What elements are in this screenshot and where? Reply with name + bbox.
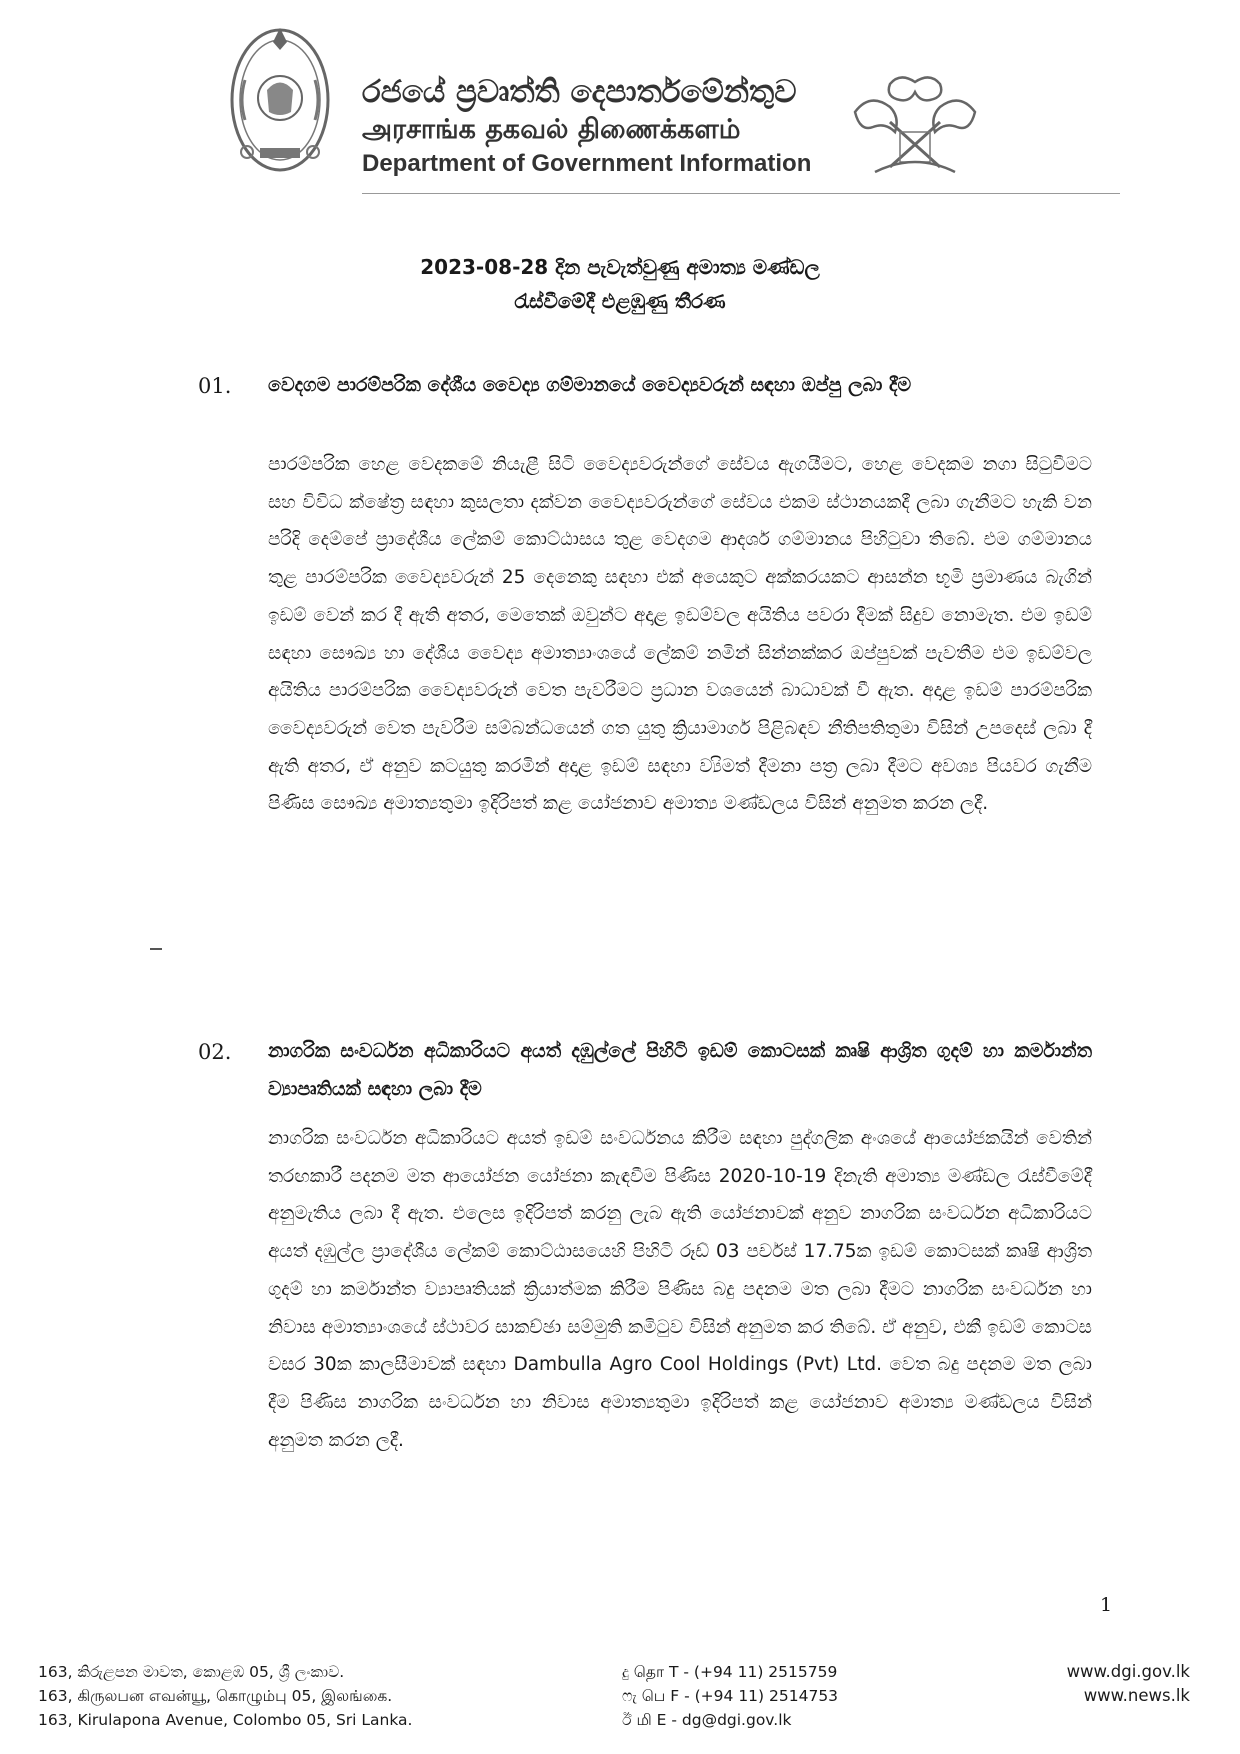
address-tamil: 163, கிருலபன எவன்யூ, கொழும்பு 05, இலங்கை. bbox=[38, 1687, 393, 1705]
department-name-english: Department of Government Information bbox=[362, 150, 812, 177]
department-name-tamil: அரசாங்க தகவல் திணைக்களம் bbox=[362, 114, 741, 145]
section-heading: වෙදගම පාරම්පරික දේශීය වෛද්‍ය ගම්මානයේ වෛද්‍යවරුන් සඳහා ඔප්පු ලබා දීම bbox=[268, 374, 912, 396]
fax-number: ෆැ பெ F - (+94 11) 2514753 bbox=[622, 1687, 839, 1705]
document-title-line-2: රැස්වීමේදී එළඹුණු තීරණ bbox=[514, 289, 726, 313]
section-number: 02. bbox=[198, 1040, 232, 1064]
email-address: ඊ மி E - dg@dgi.gov.lk bbox=[622, 1711, 792, 1729]
department-name-sinhala: රජයේ ප්‍රවෘත්ති දෙපාර්තමේන්තුව bbox=[362, 74, 797, 110]
address-english: 163, Kirulapona Avenue, Colombo 05, Sri Lanka. bbox=[38, 1711, 413, 1729]
margin-mark bbox=[150, 948, 162, 950]
traditional-ornament-icon bbox=[845, 72, 985, 182]
section-heading: නාගරික සංවර්ධන අධිකාරියට අයත් දඹුල්ලේ පිහිටි ඉඩම් කොටසක් කෘෂි ආශ්‍රිත ගුදම් හා කර්මාන්ත ව්‍යාපෘතියක් සඳහා ලබා දීම bbox=[268, 1040, 1092, 1100]
page-number: 1 bbox=[1100, 1594, 1113, 1616]
address-sinhala: 163, කිරුළපන මාවත, කොළඹ 05, ශ්‍රී ලංකාව. bbox=[38, 1663, 345, 1681]
phone-number: දු தொ T - (+94 11) 2515759 bbox=[622, 1663, 838, 1681]
document-title-line-1: 2023-08-28 දින පැවැත්වුණු අමාත්‍ය මණ්ඩල bbox=[420, 255, 820, 279]
footer-address bbox=[38, 1660, 412, 1732]
document-title bbox=[300, 250, 940, 318]
header-divider bbox=[362, 193, 1120, 194]
footer-websites bbox=[1060, 1660, 1190, 1708]
section-body: පාරම්පරික හෙළ වෙදකමේ නියැළී සිටි වෛද්‍යවරුන්ගේ සේවය ඇගයීමට, හෙළ වෙදකම නගා සිටුවීමට සහ විවිධ ක්ෂේත්‍ර සඳහා කුසලතා දක්වන වෛද්‍යවරුන්ගේ සේවය එකම ස්ථානයකදී ලබා ගැනීමට හැකි වන පරිදි දෙම්පේ ප්‍රාදේශීය ලේකම් කොට්ඨාසය තුළ වෙදගම ආදර්ශ ගම්මානය පිහිටුවා තිබේ. එම ගම්මානය තුළ පාරම්පරික වෛද්‍යවරුන් 25 දෙනෙකු සඳහා එක් අයෙකුට අක්කරයකට ආසන්න භූමි ප්‍රමාණය බැගින් ඉඩම් වෙන් කර දී ඇති අතර, මෙතෙක් ඔවුන්ට අදාළ ඉඩම්වල අයිතිය පවරා දීමක් සිදුව නොමැත. එම ඉඩම් සඳහා සෞඛ්‍ය හා දේශීය වෛද්‍ය අමාත්‍යාංශයේ ලේකම් නමින් සින්නක්කර ඔප්පුවක් පැවතීම එම ඉඩම්වල අයිතිය පාරම්පරික වෛද්‍යවරුන් වෙත පැවරීමට ප්‍රධාන වශයෙන් බාධාවක් වී ඇත. අදාළ ඉඩම් පාරම්පරික වෛද්‍යවරුන් වෙත පැවරීම සම්බන්ධයෙන් ගත යුතු ක්‍රියාමාර්ග පිළිබඳව නීතිපතිතුමා විසින් උපදෙස් ලබා දී ඇති අතර, ඒ අනුව කටයුතු කරමින් අදාළ ඉඩම් සඳහා ව්‍යිමත් දීමනා පත්‍ර ලබා දීමට අවශ්‍ය පියවර ගැනීම පිණිස සෞඛ්‍ය අමාත්‍යතුමා ඉදිරිපත් කළ යෝජනාව අමාත්‍ය මණ්ඩලය විසින් අනුමත කරන ලදී. bbox=[268, 454, 1092, 815]
footer-contacts bbox=[622, 1660, 838, 1732]
sri-lanka-emblem-icon bbox=[225, 20, 335, 180]
website-link[interactable]: www.dgi.gov.lk bbox=[1066, 1662, 1190, 1681]
website-link[interactable]: www.news.lk bbox=[1083, 1686, 1190, 1705]
section-body: නාගරික සංවර්ධන අධිකාරියට අයත් ඉඩම් සංවර්ධනය කිරීම සඳහා පුද්ගලික අංශයේ ආයෝජකයින් වෙතින් තරඟකාරී පදනම මත ආයෝජන යෝජනා කැඳවීම පිණිස 2020-10-19 දිනැති අමාත්‍ය මණ්ඩල රැස්වීමේදී අනුමැතිය ලබා දී ඇත. එලෙස ඉදිරිපත් කරනු ලැබ ඇති යෝජනාවක් අනුව නාගරික සංවර්ධන අධිකාරියට අයත් දඹුල්ල ප්‍රාදේශීය ලේකම් කොට්ඨාසයෙහි පිහිටි රූඩ් 03 පර්චස් 17.75ක ඉඩම් කොටසක් කෘෂි ආශ්‍රිත ගුදම් හා කර්මාන්ත ව්‍යාපෘතියක් ක්‍රියාත්මක කිරීම පිණිස බදු පදනම මත ලබා දීමට නාගරික සංවර්ධන හා නිවාස අමාත්‍යාංශයේ ස්ථාවර සාකච්ඡා සම්මුති කමිටුව විසින් අනුමත කර තිබේ. ඒ අනුව, එකී ඉඩම් කොටස වසර 30ක කාලසීමාවක් සඳහා Dambulla Agro Cool Holdings (Pvt) Ltd. වෙත බදු පදනම මත ලබා දීම පිණිස නාගරික සංවර්ධන හා නිවාස අමාත්‍යතුමා ඉදිරිපත් කළ යෝජනාව අමාත්‍ය මණ්ඩලය විසින් අනුමත කරන ලදී. bbox=[268, 1128, 1092, 1451]
section-number: 01. bbox=[198, 374, 232, 398]
department-name-block bbox=[362, 72, 832, 180]
